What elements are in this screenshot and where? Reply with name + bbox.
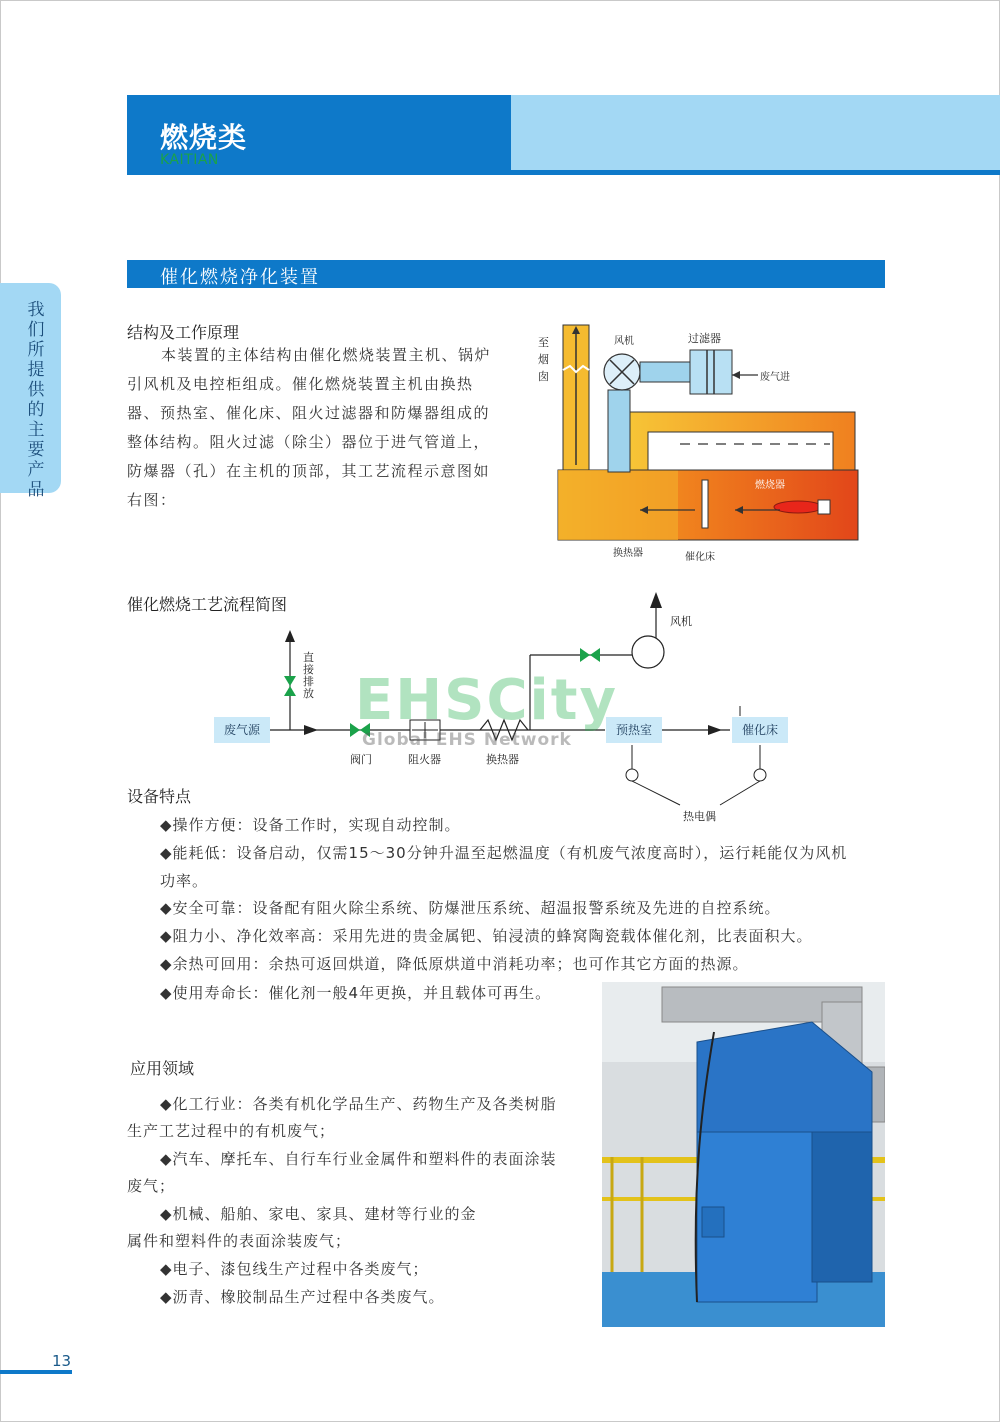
feature-item: ◆操作方便：设备工作时，实现自动控制。	[160, 816, 461, 834]
direct-discharge-label: 直接排放	[303, 651, 314, 700]
side-tab-label: 我们所提供的主要产品	[27, 300, 45, 500]
application-item: 属件和塑料件的表面涂装废气；	[127, 1232, 352, 1250]
structure-line: 器、预热室、催化床、阻火过滤器和防爆器组成的	[127, 404, 491, 422]
section-title: 催化燃烧净化装置	[160, 267, 320, 288]
application-item: ◆电子、漆包线生产过程中各类废气；	[160, 1260, 429, 1278]
structure-line: 防爆器（孔）在主机的顶部，其工艺流程示意图如	[127, 462, 491, 480]
watermark-title: EHSCity	[355, 668, 619, 733]
heat-exchanger-flow-label: 换热器	[486, 753, 519, 766]
structure-line: 右图：	[127, 491, 177, 509]
header-underline	[127, 170, 1000, 175]
duct-inner-gap	[648, 432, 833, 470]
application-item: ◆化工行业：各类有机化学品生产、药物生产及各类树脂	[160, 1095, 557, 1113]
fan-label: 风机	[614, 336, 634, 347]
page-subtitle: KAITIAN	[160, 152, 219, 168]
feature-item: ◆安全可靠：设备配有阻火除尘系统、防爆泄压系统、超温报警系统及先进的自控系统。	[160, 899, 781, 917]
burner-flame	[774, 501, 822, 513]
application-item: 废气；	[127, 1177, 176, 1195]
svg-text:囱: 囱	[538, 370, 549, 383]
heat-exchanger-label: 换热器	[613, 548, 643, 559]
filter-box	[690, 350, 732, 394]
page-title: 燃烧类	[160, 121, 248, 154]
svg-text:烟: 烟	[538, 353, 549, 366]
fan-filter-duct	[640, 362, 690, 382]
structure-heading: 结构及工作原理	[127, 323, 240, 342]
application-item: ◆机械、船舶、家电、家具、建材等行业的金	[160, 1205, 477, 1223]
catalyst-bed	[702, 480, 708, 528]
structure-paragraph	[127, 341, 517, 515]
device-schematic	[530, 320, 890, 570]
feature-item: ◆阻力小、净化效率高：采用先进的贵金属钯、铂浸渍的蜂窝陶瓷载体催化剂，比表面积大。	[160, 927, 813, 945]
heat-exchanger-zone	[558, 470, 678, 540]
application-item: ◆汽车、摩托车、自行车行业金属件和塑料件的表面涂装	[160, 1150, 557, 1168]
filter-label: 过滤器	[688, 332, 721, 345]
thermocouple-label: 热电偶	[683, 810, 716, 823]
page-number: 13	[52, 1352, 72, 1370]
feature-item: 功率。	[160, 872, 209, 890]
chimney-label: 至	[538, 336, 549, 349]
page-number-underline	[0, 1370, 72, 1374]
application-item: ◆沥青、橡胶制品生产过程中各类废气。	[160, 1288, 445, 1306]
burner-label: 燃烧器	[755, 480, 785, 491]
valve-label: 阀门	[350, 753, 372, 766]
structure-line: 本装置的主体结构由催化燃烧装置主机、锅炉	[161, 346, 492, 364]
fan-duct	[608, 390, 630, 472]
applications-heading: 应用领域	[130, 1059, 195, 1078]
application-item: 生产工艺过程中的有机废气；	[127, 1122, 336, 1140]
inlet-label: 废气进	[760, 372, 790, 383]
feature-item: ◆能耗低：设备启动，仅需15～30分钟升温至起燃温度（有机废气浓度高时），运行耗能仅为风机	[160, 844, 848, 862]
features-heading: 设备特点	[127, 787, 192, 806]
header-banner-light	[511, 95, 1000, 175]
feature-item: ◆使用寿命长：催化剂一般4年更换，并且载体可再生。	[160, 984, 552, 1002]
equipment-photo	[602, 982, 885, 1327]
watermark-subtitle: Global EHS Network	[362, 730, 572, 750]
catalyst-bed-label: 催化床	[685, 552, 715, 563]
flow-box-preheat: 预热室	[606, 717, 662, 743]
burner-nozzle	[818, 500, 830, 514]
flow-box-catalyst-bed: 催化床	[732, 717, 788, 743]
flow-box-waste-source: 废气源	[214, 717, 270, 743]
fan-flow-label: 风机	[670, 615, 692, 628]
structure-line: 整体结构。阻火过滤（除尘）器位于进气管道上，	[127, 433, 491, 451]
flame-arrester-label: 阻火器	[408, 753, 441, 766]
structure-line: 引风机及电控柜组成。催化燃烧装置主机由换热	[127, 375, 474, 393]
process-heading: 催化燃烧工艺流程简图	[127, 595, 288, 614]
feature-item: ◆余热可回用：余热可返回烘道，降低原烘道中消耗功率；也可作其它方面的热源。	[160, 955, 749, 973]
